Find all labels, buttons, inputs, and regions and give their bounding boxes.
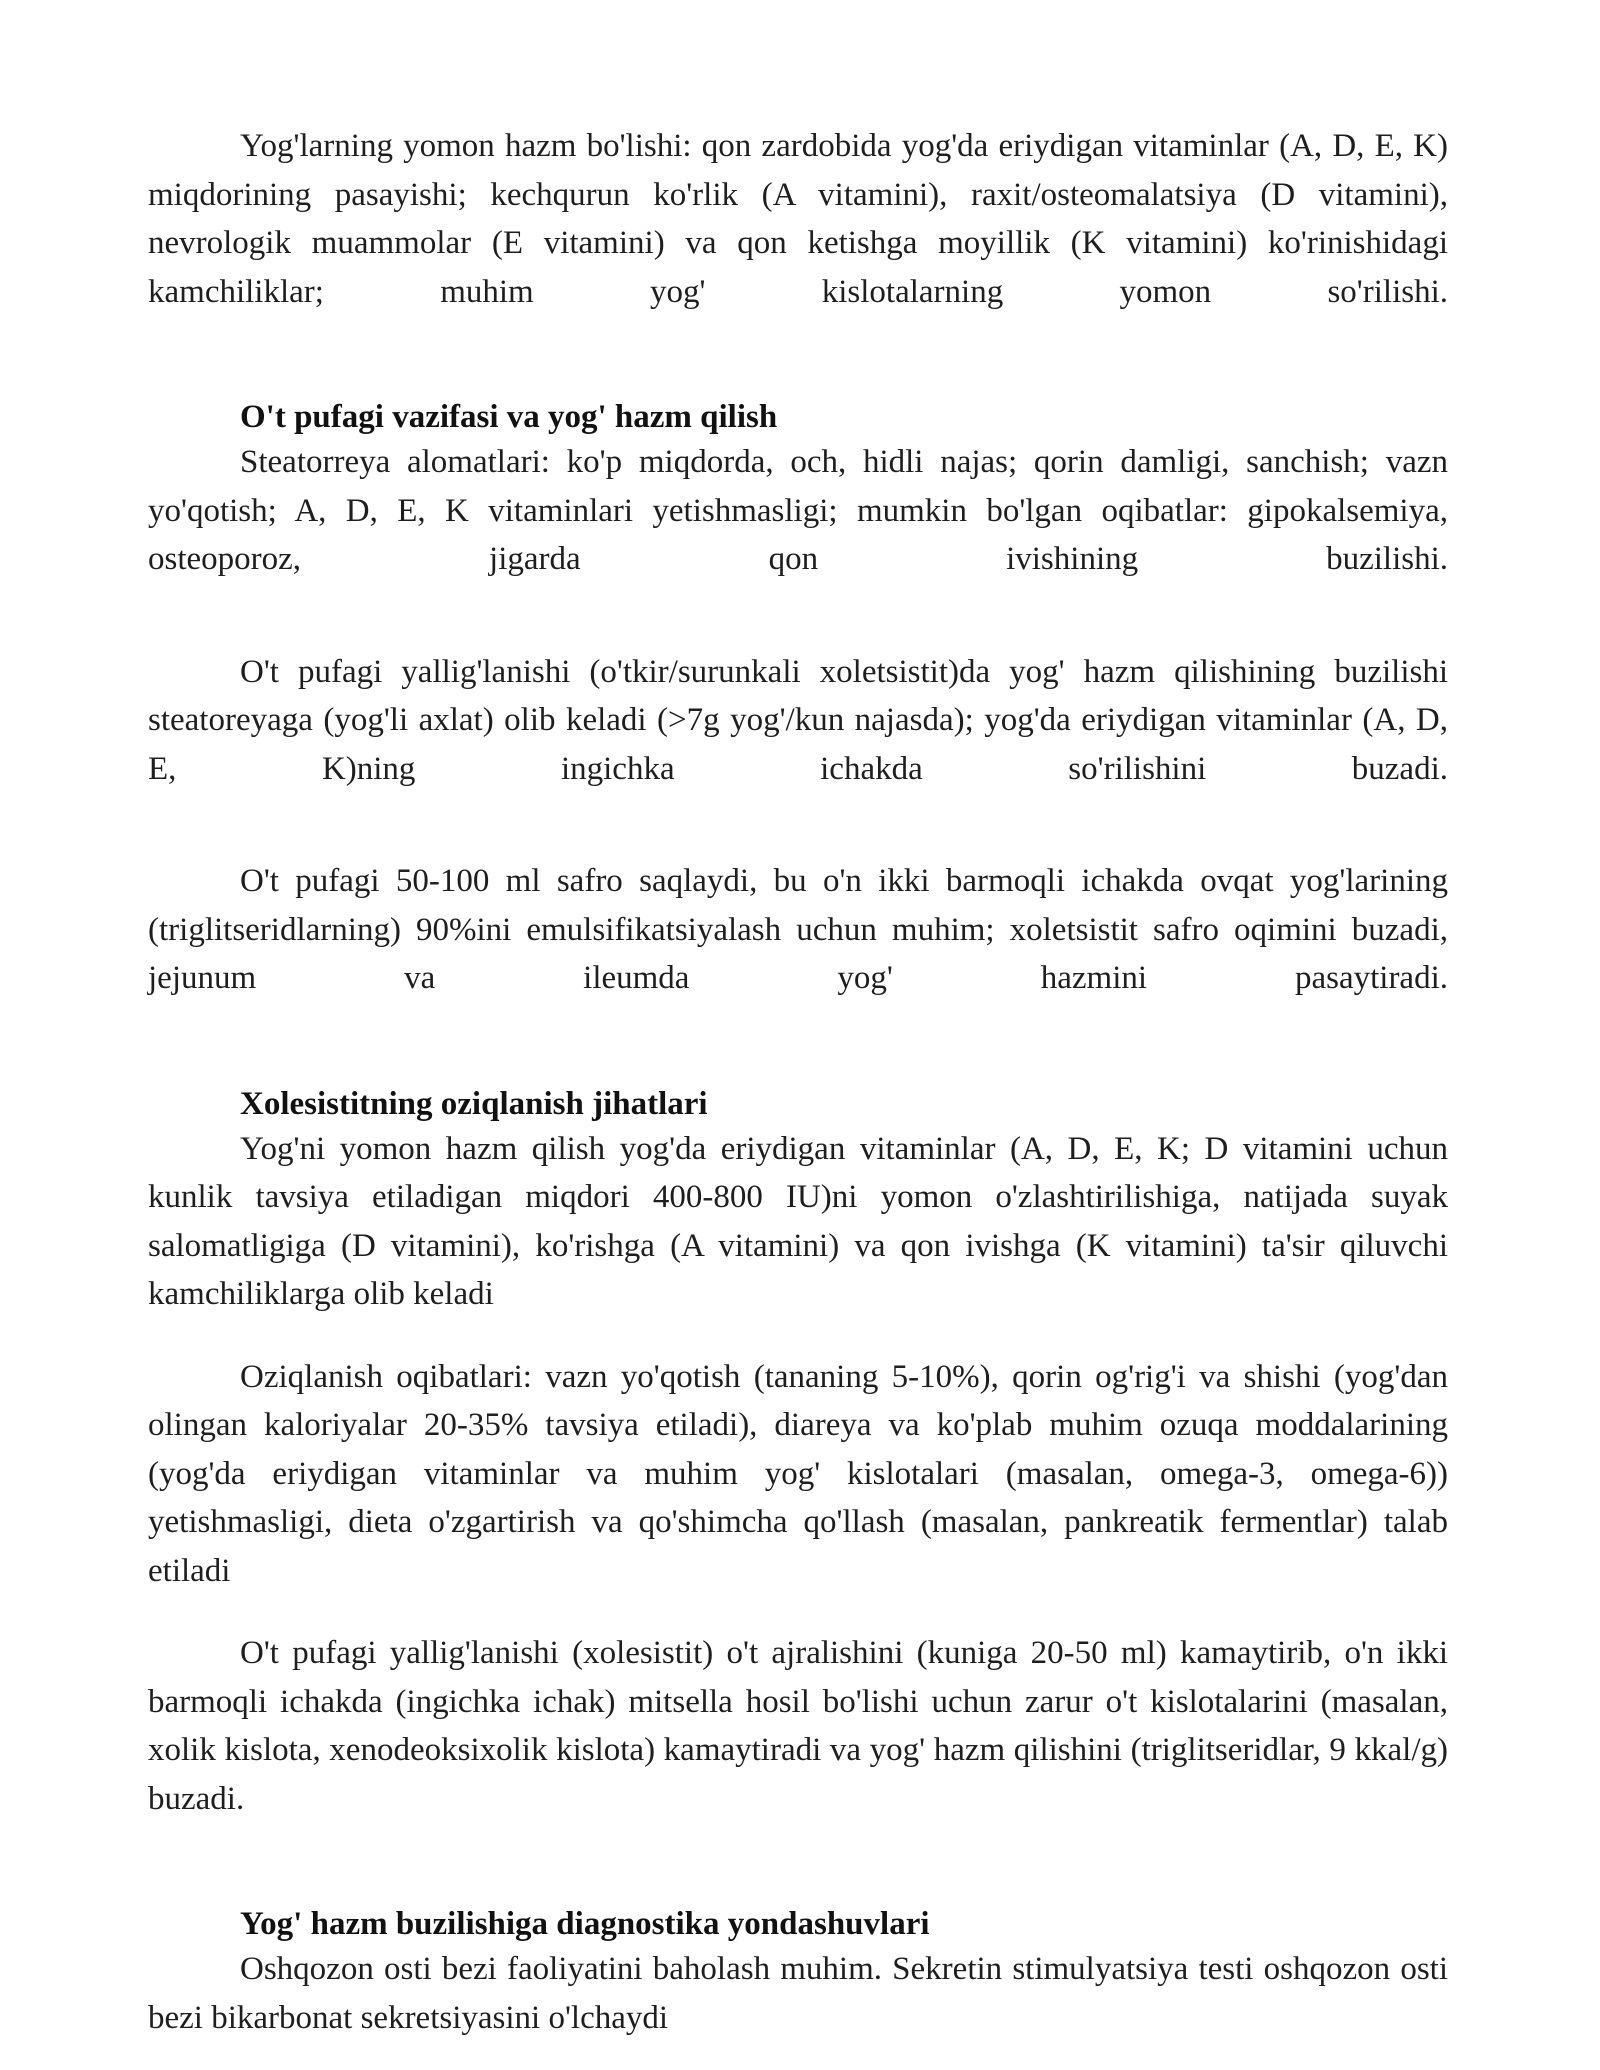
paragraph-pancreatic-assessment: Oshqozon osti bezi faoliyatini baholash muhim. Sekretin stimulyatsiya testi oshqozon osti bezi bikarbonat sekretsiyasini o'lchaydi [148,1951,1448,2036]
paragraph-cholecystitis-digestion: O't pufagi yallig'lanishi (o'tkir/surunkali xoletsistit)da yog' hazm qilishining buzilishi steatoreyaga (yog'li axlat) olib keladi (>7g yog'/kun najasda); yog'da eriydigan vitaminlar (A, D, E, K)ning ingichka ichakda so'rilishini buzadi. [148,653,1448,787]
paragraph-vitamin-absorption: Yog'ni yomon hazm qilish yog'da eriydigan vitaminlar (A, D, E, K; D vitamini uchun kunlik tavsiya etiladigan miqdori 400-800 IU)ni yomon o'zlashtirilishiga, natijada suyak salomatligiga (D vitamini), ko'rishga (A vitamini) va qon ivishga (K vitamini) ta'sir qiluvchi kamchiliklarga olib keladi [148,1130,1448,1312]
paragraph-bile-acids: O't pufagi yallig'lanishi (xolesistit) o't ajralishini (kuniga 20-50 ml) kamaytirib, o'n ikki barmoqli ichakda (ingichka ichak) mitsella hosil bo'lishi uchun zarur o't kislotalarini (masalan, xolik kislota, xenodeoksixolik kislota) kamaytiradi va yog' hazm qilishini (triglitseridlar, 9 kkal/g) buzadi. [148,1635,1448,1817]
spacer [148,793,1448,857]
paragraph-bile-storage: O't pufagi 50-100 ml safro saqlaydi, bu o'n ikki barmoqli ichakda ovqat yog'larining (triglitseridlarning) 90%ini emulsifikatsiyalash uchun muhim; xoletsistit safro oqimini buzadi, jejunum va ileumda yog' hazmini pasaytiradi. [148,863,1448,996]
spacer [148,584,1448,648]
section-heading-diagnostic-approaches: Yog' hazm buzilishiga diagnostika yondashuvlari [240,1906,930,1942]
spacer [148,1319,1448,1353]
paragraph-steatorrhea-symptoms: Steatorreya alomatlari: ko'p miqdorda, och, hidli najas; qorin damligi, sanchish; vazn yo'qotish; A, D, E, K vitaminlari yetishmasligi; mumkin bo'lgan oqibatlar: gipokalsemiya, osteoporoz, jigarda qon ivishining buzilishi. [148,444,1448,577]
spacer [148,1595,1448,1629]
document-page [148,122,1448,2042]
section-heading-gallbladder-function: O't pufagi vazifasi va yog' hazm qilish [240,399,778,435]
section-heading-nutrition-aspects: Xolesistitning oziqlanish jihatlari [240,1085,708,1122]
spacer [148,316,1448,396]
spacer [148,1003,1448,1083]
spacer [148,1823,1448,1903]
paragraph-fat-malabsorption: Yog'larning yomon hazm bo'lishi: qon zardobida yog'da eriydigan vitaminlar (A, D, E, K) miqdorining pasayishi; kechqurun ko'rlik (A vitamini), raxit/osteomalatsiya (D vitamini), nevrologik muammolar (E vitamini) va qon ketishga moyillik (K vitamini) ko'rinishidagi kamchiliklar; muhim yog' kislotalarning yomon so'rilishi. [148,128,1448,310]
paragraph-nutrition-consequences: Oziqlanish oqibatlari: vazn yo'qotish (tananing 5-10%), qorin og'rig'i va shishi (yog'dan olingan kaloriyalar 20-35% tavsiya etiladi), diareya va ko'plab muhim ozuqa moddalarining (yog'da eriydigan vitaminlar va muhim yog' kislotalari (masalan, omega-3, omega-6)) yetishmasligi, dieta o'zgartirish va qo'shimcha qo'llash (masalan, pankreatik fermentlar) talab etiladi [148,1358,1448,1589]
